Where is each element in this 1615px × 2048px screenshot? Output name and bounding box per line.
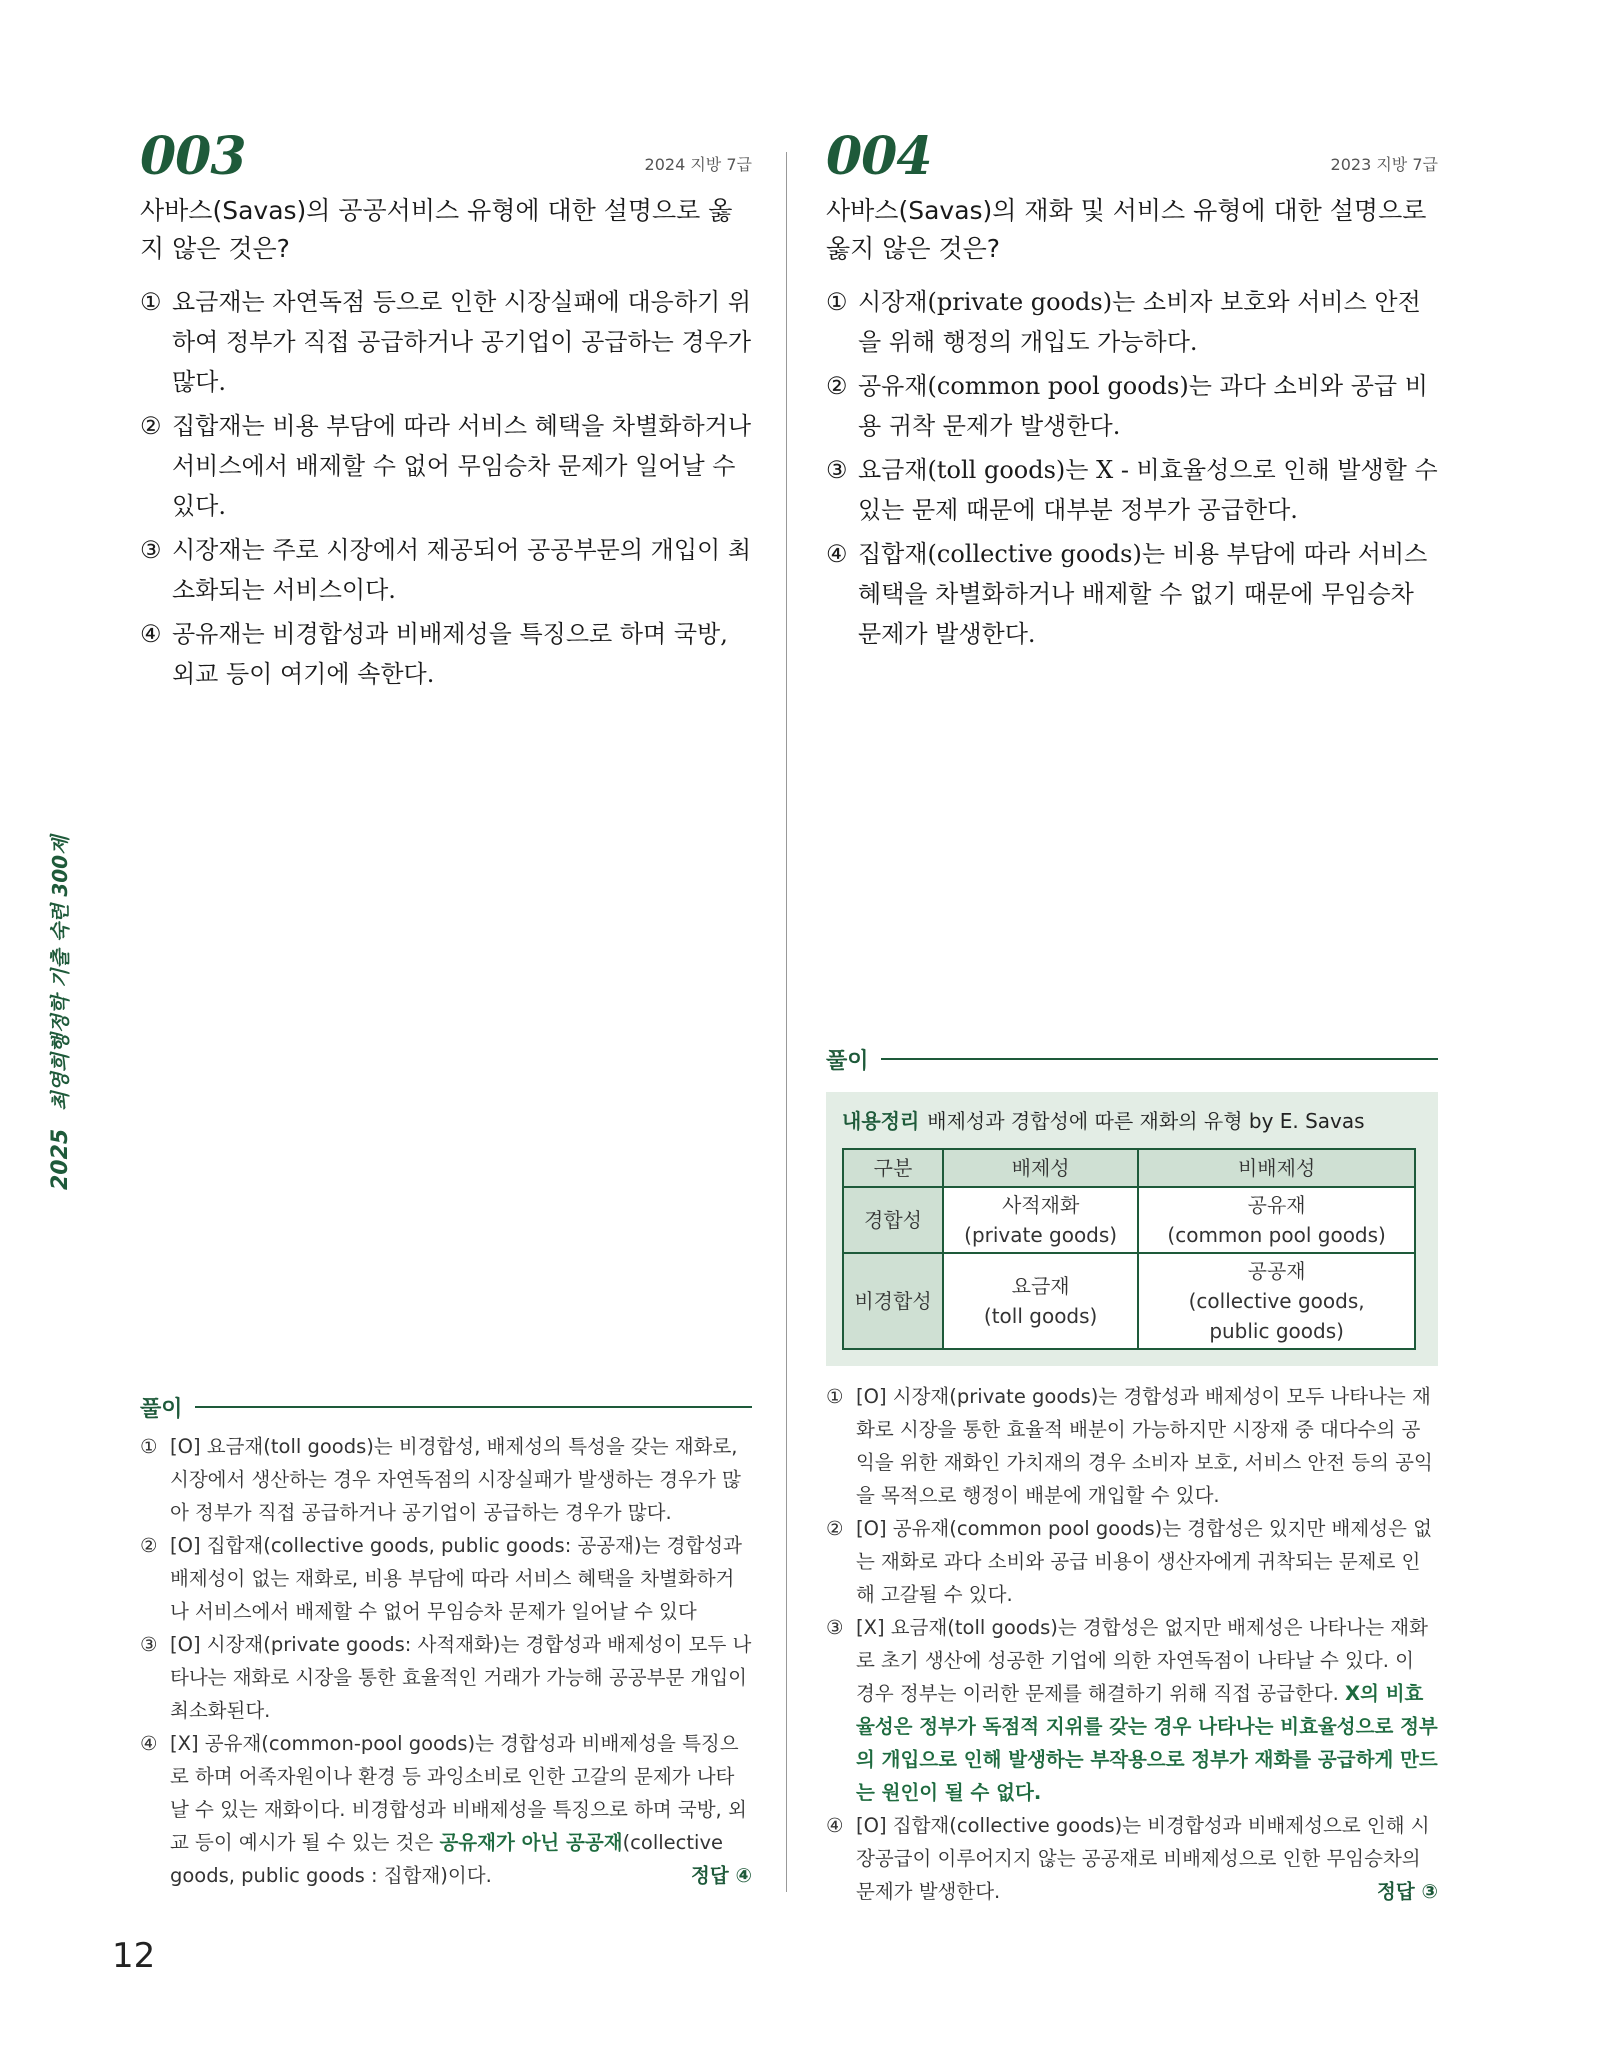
table-cell: 사적재화 (private goods) [943,1187,1138,1253]
table-header: 비배제성 [1138,1149,1415,1187]
solution-rule [881,1058,1438,1060]
summary-tag: 내용정리 [842,1109,920,1133]
question-text: 사바스(Savas)의 재화 및 서비스 유형에 대한 설명으로 옳지 않은 것은? [826,196,1427,263]
column-divider [786,152,787,1892]
table-cell: 공유재 (common pool goods) [1138,1187,1415,1253]
option-2: ② 집합재는 비용 부담에 따라 서비스 혜택을 차별화하거나 서비스에서 배제할 수 없어 무임승차 문제가 일어날 수 있다. [140,412,752,520]
solution-body [826,1380,1438,1908]
explanation-2: ② [O] 공유재(common pool goods)는 경합성은 있지만 배제성은 없는 재화로 과다 소비와 공급 비용이 생산자에게 귀착되는 문제로 인해 고갈될 수 있다. [826,1517,1432,1606]
question-header [826,128,1438,186]
side-year: 2025 [48,1128,73,1190]
option-4: ④ 집합재(collective goods)는 비용 부담에 따라 서비스 혜택을 차별화하거나 배제할 수 없기 때문에 무임승차 문제가 발생한다. [826,540,1428,648]
table-cell: 공공재 (collective goods, public goods) [1138,1253,1415,1349]
question-number: 004 [826,126,932,187]
solution-rule [195,1406,752,1408]
explanation-4: ④ [X] 공유재(common-pool goods)는 경합성과 비배제성을 특징으로 하며 어족자원이나 환경 등 과잉소비로 인한 고갈의 문제가 나타날 수 있는 재화이다. 비경합성과 비배제성을 특징으로 하며 국방, 외교 등이 예시가 될 수 있는 것은 공유재가 아닌 공공재(collective goods, public goods : 집합재)이다. 정답 ④ [140,1727,752,1892]
summary-box [826,1092,1438,1366]
option-4: ④ 공유재는 비경합성과 비배제성을 특징으로 하며 국방, 외교 등이 여기에 속한다. [140,620,728,688]
table-header: 구분 [843,1149,943,1187]
option-list [140,282,752,694]
page-number: 12 [112,1936,156,1976]
solution-header [826,1042,1438,1076]
question-source: 2023 지방 7급 [1330,155,1438,174]
summary-title: 내용정리 배제성과 경합성에 따른 재화의 유형 by E. Savas [842,1109,1365,1133]
side-title: 최영희행정학 기출 숙련 300제 [48,835,72,1111]
explanation-3: ③ [O] 시장재(private goods: 사적재화)는 경합성과 배제성이 모두 나타나는 재화로 시장을 통한 효율적인 거래가 가능해 공공부문 개입이 최소화된다. [140,1633,752,1722]
question-text: 사바스(Savas)의 공공서비스 유형에 대한 설명으로 옳지 않은 것은? [140,196,733,263]
row-header: 경합성 [843,1187,943,1253]
table-header: 배제성 [943,1149,1138,1187]
option-1: ① 요금재는 자연독점 등으로 인한 시장실패에 대응하기 위하여 정부가 직접 공급하거나 공기업이 공급하는 경우가 많다. [140,288,752,396]
goods-type-table [842,1148,1416,1350]
solution-004 [826,1042,1438,1908]
row-header: 비경합성 [843,1253,943,1349]
highlight-text: X의 비효율성은 정부가 독점적 지위를 갖는 경우 나타나는 비효율성으로 정부의 개입으로 인해 발생하는 부작용으로 정부가 재화를 공급하게 만드는 원인이 될 수 없다. [856,1682,1438,1804]
option-3: ③ 시장재는 주로 시장에서 제공되어 공공부문의 개입이 최소화되는 서비스이다. [140,536,752,604]
option-3: ③ 요금재(toll goods)는 X - 비효율성으로 인해 발생할 수 있는 문제 때문에 대부분 정부가 공급한다. [826,456,1438,524]
solution-003 [140,1390,752,1892]
highlight-text: 공유재가 아닌 공공재 [439,1831,623,1854]
question-number: 003 [140,126,246,187]
solution-label: 풀이 [826,1048,869,1074]
solution-label: 풀이 [140,1396,183,1422]
explanation-3: ③ [X] 요금재(toll goods)는 경합성은 없지만 배제성은 나타나는 재화로 초기 생산에 성공한 기업에 의한 자연독점이 나타날 수 있다. 이 경우 정부는 이러한 문제를 해결하기 위해 직접 공급한다. X의 비효율성은 정부가 독점적 지위를 갖는 경우 나타나는 비효율성으로 정부의 개입으로 인해 발생하는 부작용으로 정부가 재화를 공급하게 만드는 원인이 될 수 없다. [826,1616,1438,1804]
table-header-row [843,1149,1415,1187]
explanation-1: ① [O] 시장재(private goods)는 경합성과 배제성이 모두 나타나는 재화로 시장을 통한 효율적 배분이 가능하지만 시장재 중 대다수의 공익을 위한 재화인 가치재의 경우 소비자 보호, 서비스 안전 등의 공익을 목적으로 행정이 배분에 개입할 수 있다. [826,1385,1433,1507]
option-1: ① 시장재(private goods)는 소비자 보호와 서비스 안전을 위해 행정의 개입도 가능하다. [826,288,1421,356]
option-list [826,282,1438,654]
explanation-2: ② [O] 집합재(collective goods, public goods: 공공재)는 경합성과 배제성이 없는 재화로, 비용 부담에 따라 서비스 혜택을 차별화하거나 서비스에서 배제할 수 없어 무임승차 문제가 일어날 수 있다 [140,1534,742,1623]
question-004 [826,128,1438,658]
question-source: 2024 지방 7급 [644,155,752,174]
table-cell: 요금재 (toll goods) [943,1253,1138,1349]
table-row [843,1187,1415,1253]
table-row [843,1253,1415,1349]
option-2: ② 공유재(common pool goods)는 과다 소비와 공급 비용 귀착 문제가 발생한다. [826,372,1428,440]
question-header [140,128,752,186]
explanation-1: ① [O] 요금재(toll goods)는 비경합성, 배제성의 특성을 갖는 재화로, 시장에서 생산하는 경우 자연독점의 시장실패가 발생하는 경우가 많아 정부가 직접 공급하거나 공기업이 공급하는 경우가 많다. [140,1435,741,1524]
answer-label: 정답 ④ [691,1864,752,1887]
solution-header [140,1390,752,1424]
question-003 [140,128,752,698]
side-book-title [44,836,73,1190]
explanation-4: ④ [O] 집합재(collective goods)는 비경합성과 비배제성으로 인해 시장공급이 이루어지지 않는 공공재로 비배제성으로 인한 무임승차의 문제가 발생한다. 정답 ③ [826,1809,1438,1908]
answer-label: 정답 ③ [1377,1880,1438,1903]
solution-body [140,1430,752,1892]
